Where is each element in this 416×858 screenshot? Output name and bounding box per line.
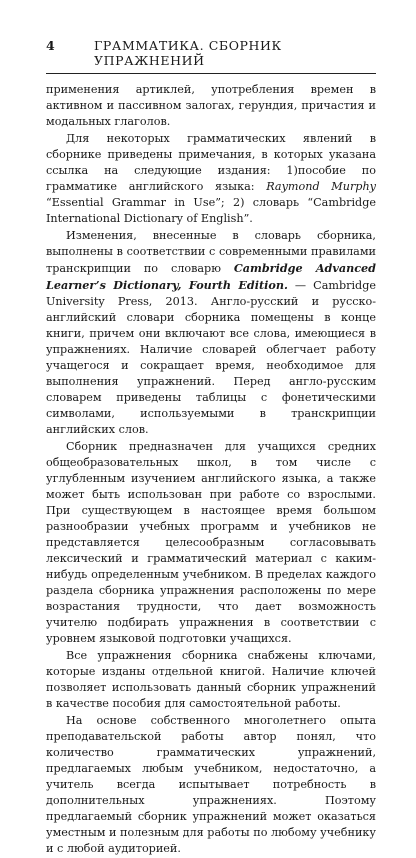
paragraph-4: Сборник предназначен для учащихся средних общеобразовательных школ, в том числе с углубленным изучением английского языка, а также может быть использован при работе со взрослыми. При существующем в настоящее время большом разнообразии учебных программ и учебников не представляется целесообразным согласовывать лексический и грамматический материал с каким-нибудь определенным учебником. В пределах каждого раздела сборника упражнения расположены по мере возрастания трудности, что дает возможность учителю подбирать упражнения в соответствии с уровнем языковой подготовки учащихся. <box>46 440 376 645</box>
paragraph-3-text-b: — Cambridge University Press, 2013. Англо-русский и русско-английский словари сборника помещены в конце книги, причем они включают все слова, имеющиеся в упражнениях. Наличие словарей облегчает работу учащегося и сокращает время, необходимое для выполнения упражнений. Перед англо-русским словарем приведены таблицы с фонетическими символами, используемыми в транскрипции английских слов. <box>46 279 377 436</box>
paragraph-3-text-a: Изменения, внесенные в словарь сборника, выполнены в соответствии с современными правилами транскрипции по словарю <box>46 229 376 275</box>
paragraph-6: На основе собственного многолетнего опыта преподавательской работы автор понял, что количество грамматических упражнений, предлагаемых любым учебником, недостаточно, а учитель всегда испытывает потребность в дополнительных упражнениях. Поэтому предлагаемый сборник упражнений может оказаться уместным и полезным для работы по любому учебнику и с любой аудиторией. <box>46 714 376 855</box>
running-title: ГРАММАТИКА. СБОРНИК УПРАЖНЕНИЙ <box>94 38 282 68</box>
book-page <box>46 38 376 858</box>
dictionary-title: Cambridge Advanced Learner’s Dictionary, Fourth Edition. <box>46 261 376 292</box>
paragraph-2-text-a: Для некоторых грамматических явлений в сборнике приведены примечания, в которых указана ссылка на следующие издания: 1)пособие по грамматике английского языка: <box>46 132 376 193</box>
paragraph-2-text-b: “Essential Grammar in Use”; 2) словарь “Cambridge International Dictionary of English”. <box>46 196 376 225</box>
paragraph-2 <box>46 131 376 227</box>
page-body <box>46 82 376 857</box>
paragraph-3 <box>46 228 376 438</box>
paragraph-5: Все упражнения сборника снабжены ключами, которые изданы отдельной книгой. Наличие ключей позволяет использовать данный сборник упражнений в качестве пособия для самостоятельной работы. <box>46 649 376 710</box>
author-name: Raymond Murphy <box>266 180 376 193</box>
page-number: 4 <box>46 38 56 53</box>
paragraph-1: применения артиклей, употребления времен в активном и пассивном залогах, герундия, причастия и модальных глаголов. <box>46 83 376 128</box>
running-header <box>46 38 376 74</box>
